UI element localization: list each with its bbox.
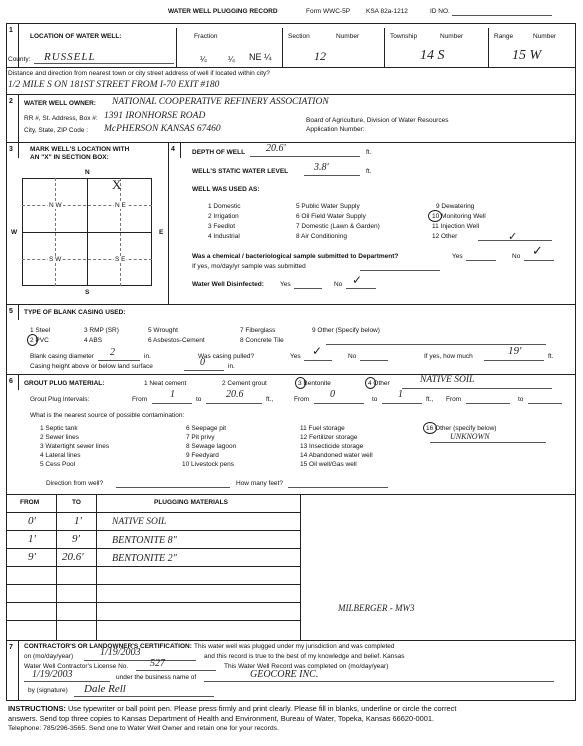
interval-from-1: From [132,396,148,403]
city-value: McPHERSON KANSAS 67460 [104,124,221,134]
compass-n: N [85,169,90,176]
source-5: 5 Cess Pool [40,461,76,468]
fraction-q3: NE ¼ [249,52,272,62]
mark-title-1: MARK WELL'S LOCATION WITH [30,146,130,153]
completed-line [24,681,110,682]
chem-no: No [512,253,521,260]
sec6-divider [18,374,19,390]
table-row-line-4 [6,584,301,585]
board-label: Board of Agriculture, Division of Water Resources [306,117,449,124]
source-10: 10 Livestock pens [182,461,235,468]
chem-yes-line [466,260,496,261]
cert-title: CONTRACTOR'S OR LANDOWNER'S CERTIFICATION: [24,643,192,650]
source-13: 13 Insecticide storage [300,443,364,450]
interval-from-2: From [294,396,310,403]
disinfected-no-line [346,288,376,289]
address-label: RR #, St. Address, Box #: [24,115,98,122]
how-much-value: 19' [508,345,522,357]
section-box-hline [22,232,152,233]
use-5: 5 Public Water Supply [296,203,360,210]
pulled-yes-line [304,360,332,361]
use-6: 6 Oil Field Water Supply [296,213,366,220]
address-value: 1391 IRONHORSE ROAD [104,111,206,121]
county-label: County: [8,56,31,63]
grout-4: 4 Other [368,380,390,387]
instructions-label: INSTRUCTIONS: [8,704,66,713]
interval-to-3-line [528,403,562,404]
direction-label: Direction from well? [46,480,104,487]
grout-other-value: NATIVE SOIL [420,375,475,385]
license-label: Water Well Contractor's License No. [24,663,129,670]
static-label: WELL'S STATIC WATER LEVEL [192,168,289,175]
grout-3-circle [295,377,306,389]
diameter-label: Blank casing diameter [30,353,94,360]
sec5-bottom-line [6,374,576,375]
direction-line [116,487,230,488]
interval-from-3-line [466,403,510,404]
license-value: 527 [150,658,165,669]
sec2-divider [18,94,19,142]
chem-yes: Yes [452,253,463,260]
sec4-bottom-line [6,304,576,305]
range-value: 15 W [512,48,542,63]
form-number: Form WWC-5P [306,8,351,15]
height-value: 0 [200,357,205,368]
source-question: What is the nearest source of possible contamination: [30,412,185,419]
intervals-label: Grout Plug Intervals: [30,396,90,403]
other-source-line [430,442,546,443]
signature-label: by (signature) [28,687,68,694]
use-2: 2 Irrigation [208,213,239,220]
county-line [34,63,174,64]
diameter-value: 2 [110,347,115,358]
cert-on-label: on (mo/day/year) [24,653,74,660]
interval-from-2-line [314,403,364,404]
form-title: WATER WELL PLUGGING RECORD [168,8,278,15]
table-row-line-6 [6,620,301,621]
signature-value: Dale Rell [84,683,126,695]
interval-to-1-value: 20.6 [226,389,244,400]
range-label: Range [494,33,514,40]
mark-title-2: AN "X" IN SECTION BOX: [30,154,109,161]
business-value: GEOCORE INC. [250,669,319,680]
row-3-from: 9' [28,551,36,563]
section-2-number: 2 [9,98,13,105]
interval-to-2-line [382,403,422,404]
source-1: 1 Septic tank [40,425,78,432]
casing-7: 7 Fiberglass [240,327,276,334]
fraction-q1: ¼ [200,55,207,64]
static-unit: ft. [366,168,372,175]
quadrant-ne: N E [115,202,126,209]
source-15: 15 Oil well/Gas well [300,461,357,468]
city-label: City, State, ZIP Code : [24,127,89,134]
source-11: 11 Fuel storage [300,425,345,432]
section-label: Section [288,33,310,40]
depth-line [250,156,360,157]
id-label: ID NO. [430,8,450,15]
source-14: 14 Abandoned water well [300,452,373,459]
township-number-label: Number [440,33,464,40]
static-value: 3.8' [314,162,329,173]
disinfected-yes: Yes [280,281,291,288]
section-box-hq2 [22,259,152,260]
chem-question: Was a chemical / bacteriological sample submitted to Department? [192,253,399,260]
township-label: Township [390,33,418,40]
grout-other-line [402,388,552,389]
chem-no-line [524,260,554,261]
location-label: LOCATION OF WATER WELL: [30,33,122,40]
fraction-q2: ¼ [228,55,235,64]
height-label: Casing height above or below land surface [30,363,153,370]
mw-note: MILBERGER - MW3 [338,603,415,613]
sec1-bottom-line [6,94,576,95]
sec6-bottom-line [6,494,576,495]
use-4: 4 Industrial [208,233,240,240]
completed-value: 1/19/2003 [32,669,73,680]
casing-9: 9 Other (Specify below) [312,327,380,334]
row-1-from: 0' [28,515,36,527]
source-16-circle [423,422,437,434]
source-3: 3 Watertight sewer lines [40,443,110,450]
grout-1: 1 Neat cement [144,380,187,387]
casing-3: 3 RMP (SR) [84,327,119,334]
interval-from-3: From [446,396,462,403]
table-header-line [6,512,301,513]
interval-from-2-value: 0 [330,389,335,400]
form-frame [6,23,576,701]
how-much-label: If yes, how much [424,353,473,360]
instructions-line-2: answers. Send top three copies to Kansas Department of Health and Environment, Bureau of Water, Topeka, Kansas 66620-0001. [8,714,435,723]
chem-no-check: ✓ [532,243,543,258]
use-3: 3 Feedlot [208,223,236,230]
id-line [452,15,552,16]
instructions-text-1: Use typewriter or ball point pen. Please press firmly and print clearly. Please fill in blanks, underline or circle the correct [67,704,457,713]
diameter-line [98,360,140,361]
owner-value: NATIONAL COOPERATIVE REFINERY ASSOCIATION [112,97,329,107]
casing-2-circle [27,334,38,346]
ksa-number: KSA 82a-1212 [366,8,408,15]
table-row-line-5 [6,602,301,603]
table-header-to: TO [72,499,81,506]
pulled-yes-check: ✓ [312,344,323,358]
table-bottom-line [6,640,576,641]
license-line [136,670,216,671]
business-line [204,681,554,682]
diameter-unit: in. [144,353,151,360]
grout-3: 3 Bentonite [298,380,331,387]
section-value: 12 [314,49,326,63]
table-row-line-1 [6,530,301,531]
use-9: 9 Dewatering [436,203,475,210]
interval-to-2-value: 1 [398,389,403,400]
table-row-line-3 [6,566,301,567]
section-box-vq1 [55,178,56,286]
grout-label: GROUT PLUG MATERIAL: [24,380,105,387]
sec1-col-div2 [282,28,283,67]
quadrant-nw: N W [49,202,62,209]
sec1-col-div3 [384,28,385,67]
sec3-sec4-divider [168,142,169,304]
use-10-circle [428,210,442,222]
source-8: 8 Sewage lagoon [186,443,237,450]
use-7: 7 Domestic (Lawn & Garden) [296,223,380,230]
row-1-to: 1' [74,515,82,527]
casing-8: 8 Concrete Tile [240,337,284,344]
other-source-value: UNKNOWN [450,432,490,441]
section-6-number: 6 [9,378,13,385]
cert-on-value: 1/19/2003 [100,647,141,658]
row-3-material: BENTONITE 2" [112,553,177,564]
interval-from-1-line [152,403,192,404]
table-header-from: FROM [20,499,40,506]
quadrant-se: S E [115,256,126,263]
section-box-vq2 [120,178,121,286]
row-2-from: 1' [28,533,36,545]
source-12: 12 Fertilizer storage [300,434,358,441]
how-many-line [288,487,388,488]
cert-on-line [84,660,196,661]
source-6: 6 Seepage pit [186,425,227,432]
cert-text-1: This water well was plugged under my jurisdiction and was completed [194,643,395,650]
source-16: 16 Other (specify below) [426,425,497,432]
if-yes-line [360,270,440,271]
instructions-block [8,704,578,734]
interval-to-2: to [372,396,378,403]
interval-ft-1: ft., [266,396,274,403]
interval-to-1-line [206,403,262,404]
how-much-line [484,360,544,361]
how-much-unit: ft. [548,353,554,360]
use-10: 10 Monitoring Well [432,213,486,220]
instructions-line-3: Telephone: 785/296-3565. Send one to Water Well Owner and retain one for your records. [8,725,279,732]
interval-to-3: to [518,396,524,403]
grout-4-circle [365,377,376,389]
use-12: 12 Other [432,233,458,240]
quadrant-sw: S W [49,256,62,263]
height-line [184,370,224,371]
row-2-material: BENTONITE 8" [112,535,177,546]
use-1: 1 Domestic [208,203,241,210]
well-location-mark: X [112,177,122,192]
casing-1: 1 Steel [30,327,51,334]
table-col-div1 [56,494,57,640]
source-4: 4 Lateral lines [40,452,81,459]
compass-e: E [159,229,164,236]
section-number-label: Number [336,33,360,40]
disinfected-label: Water Well Disinfected: [192,281,264,288]
range-number-label: Number [533,33,557,40]
pulled-label: Was casing pulled? [198,353,255,360]
grout-2: 2 Cement grout [222,380,267,387]
pulled-yes: Yes [290,353,301,360]
sec1-row-line [6,67,576,68]
township-value: 14 S [420,48,445,63]
section-4-number: 4 [171,146,175,153]
casing-2: 2 PVC [30,337,49,344]
source-2: 2 Sewer lines [40,434,80,441]
sec1-col-div4 [488,28,489,67]
compass-s: S [85,289,90,296]
disinfected-no-check: ✓ [352,273,363,287]
sec3-num-divider [18,142,19,158]
section-5-number: 5 [9,308,13,315]
used-as-label: WELL WAS USED AS: [192,186,260,193]
record-text: This Water Well Record was completed on (mo/day/year) [224,663,389,670]
table-col-div2 [96,494,97,640]
depth-unit: ft. [366,149,372,156]
how-many-label: How many feet? [236,480,283,487]
pulled-no-line [360,360,388,361]
section-box-hq1 [22,205,152,206]
application-label: Application Number: [306,126,365,133]
sec7-divider [18,640,19,701]
row-3-to: 20.6' [62,551,84,563]
compass-w: W [11,229,18,236]
disinfected-yes-line [294,288,322,289]
section-3-number: 3 [9,146,13,153]
depth-value: 20.6' [266,143,286,154]
business-label: under the business name of [116,674,197,681]
section-1-number: 1 [9,27,13,34]
interval-to-1: to [196,396,202,403]
sec4-num-divider [180,142,181,158]
casing-6: 6 Asbestos-Cement [148,337,205,344]
distance-label: Distance and direction from nearest town or city street address of well if located within city? [8,70,270,77]
if-yes-label: If yes, mo/day/yr sample was submitted [192,263,306,270]
instructions-line-1 [8,704,578,714]
sec2-bottom-line [6,142,576,143]
table-row-line-2 [6,548,301,549]
section-7-number: 7 [9,644,13,651]
casing-4: 4 ABS [84,337,103,344]
table-header-materials: PLUGGING MATERIALS [154,499,228,506]
county-value: RUSSELL [44,51,96,63]
disinfected-no: No [334,281,343,288]
depth-label: DEPTH OF WELL [192,149,246,156]
source-7: 7 Pit privy [186,434,215,441]
other-use-check: ✓ [508,231,518,243]
pulled-no: No [348,353,357,360]
casing-5: 5 Wrought [148,327,178,334]
use-11: 11 Injection Well [432,223,480,230]
sec1-col-div1 [176,28,177,67]
cert-text-2: and this record is true to the best of my knowledge and belief. Kansas [204,653,405,660]
row-1-material: NATIVE SOIL [112,517,167,527]
casing-title: TYPE OF BLANK CASING USED: [24,309,126,316]
fraction-label: Fraction [194,33,218,40]
interval-from-1-value: 1 [170,389,175,400]
sec5-divider [18,304,19,320]
row-2-to: 9' [72,533,80,545]
static-line [304,175,360,176]
table-col-div3 [300,494,301,640]
source-9: 9 Feedyard [186,452,219,459]
interval-ft-2: ft., [426,396,434,403]
height-unit: in. [228,363,235,370]
signature-line [74,696,214,697]
owner-label: WATER WELL OWNER: [24,100,96,107]
distance-value: 1/2 MILE S ON 181ST STREET FROM I-70 EXIT #180 [8,80,220,90]
use-8: 8 Air Conditioning [296,233,347,240]
